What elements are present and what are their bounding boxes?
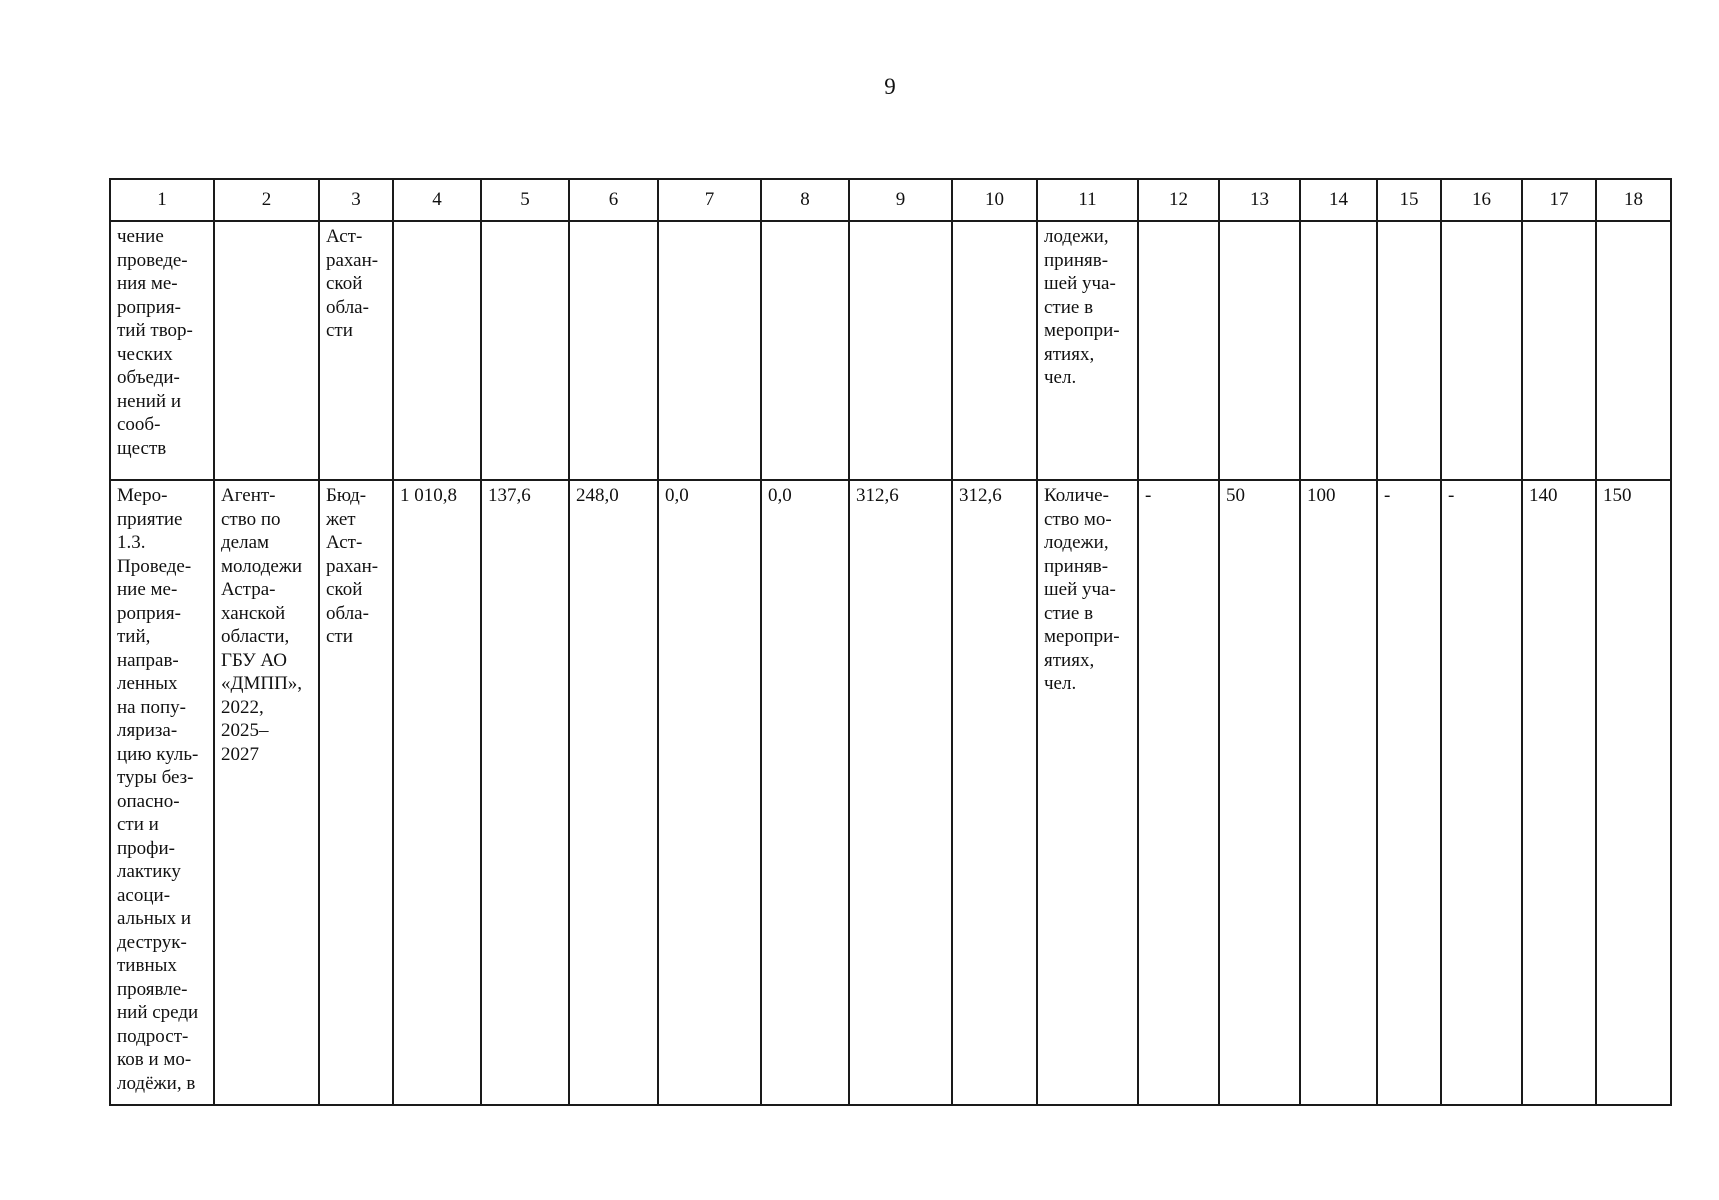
table-cell [1138,221,1219,480]
table-cell: 150 [1596,480,1671,1105]
table-cell: 140 [1522,480,1596,1105]
table-cell [569,221,658,480]
column-number: 6 [569,179,658,221]
column-number: 11 [1037,179,1138,221]
table-cell [1441,221,1522,480]
table-row [110,221,1671,480]
column-number: 1 [110,179,214,221]
table-cell: 248,0 [569,480,658,1105]
table-cell: чение проведе- ния ме- роприя- тий твор- ческих объеди- нений и сооб- ществ [110,221,214,480]
column-number: 12 [1138,179,1219,221]
table-cell [393,221,481,480]
table-cell: 0,0 [761,480,849,1105]
table-cell: 137,6 [481,480,569,1105]
table-cell [1596,221,1671,480]
table-cell: Количе- ство мо- лодежи, приняв- шей уча- стие в меропри- ятиях, чел. [1037,480,1138,1105]
table-cell [214,221,319,480]
table-cell: Агент- ство по делам молодежи Астра- ханской области, ГБУ АО «ДМПП», 2022, 2025– 2027 [214,480,319,1105]
column-number: 7 [658,179,761,221]
table-cell [658,221,761,480]
table-cell: 50 [1219,480,1300,1105]
column-number: 2 [214,179,319,221]
column-number: 17 [1522,179,1596,221]
column-number: 14 [1300,179,1377,221]
table-cell: - [1441,480,1522,1105]
column-number: 5 [481,179,569,221]
table-cell: Бюд- жет Аст- рахан- ской обла- сти [319,480,393,1105]
table-cell: 100 [1300,480,1377,1105]
table-cell: 0,0 [658,480,761,1105]
table-cell [1219,221,1300,480]
table-cell: - [1138,480,1219,1105]
column-number: 9 [849,179,952,221]
column-number: 10 [952,179,1037,221]
column-number: 4 [393,179,481,221]
table-cell [1300,221,1377,480]
column-number: 18 [1596,179,1671,221]
table-cell [952,221,1037,480]
program-table [109,178,1672,1106]
page-number: 9 [884,74,896,99]
table-cell [761,221,849,480]
table-cell [1377,221,1441,480]
table-cell: 312,6 [952,480,1037,1105]
table-cell: - [1377,480,1441,1105]
table-cell: Аст- рахан- ской обла- сти [319,221,393,480]
column-number: 13 [1219,179,1300,221]
table-cell: лодежи, приняв- шей уча- стие в меропри- ятиях, чел. [1037,221,1138,480]
column-number-row [110,179,1671,221]
column-number: 15 [1377,179,1441,221]
table-cell [1522,221,1596,480]
table-cell: 312,6 [849,480,952,1105]
table-cell: Меро- приятие 1.3. Проведе- ние ме- роприя- тий, направ- ленных на попу- ляриза- цию куль- туры без- опасно- сти и профи- лактику асоци- альных и деструк- тивных проявле- ний среди подрост- ков и мо- лодёжи, в [110,480,214,1105]
column-number: 8 [761,179,849,221]
table-cell [481,221,569,480]
column-number: 16 [1441,179,1522,221]
table-row [110,480,1671,1105]
column-number: 3 [319,179,393,221]
table-cell: 1 010,8 [393,480,481,1105]
table-cell [849,221,952,480]
